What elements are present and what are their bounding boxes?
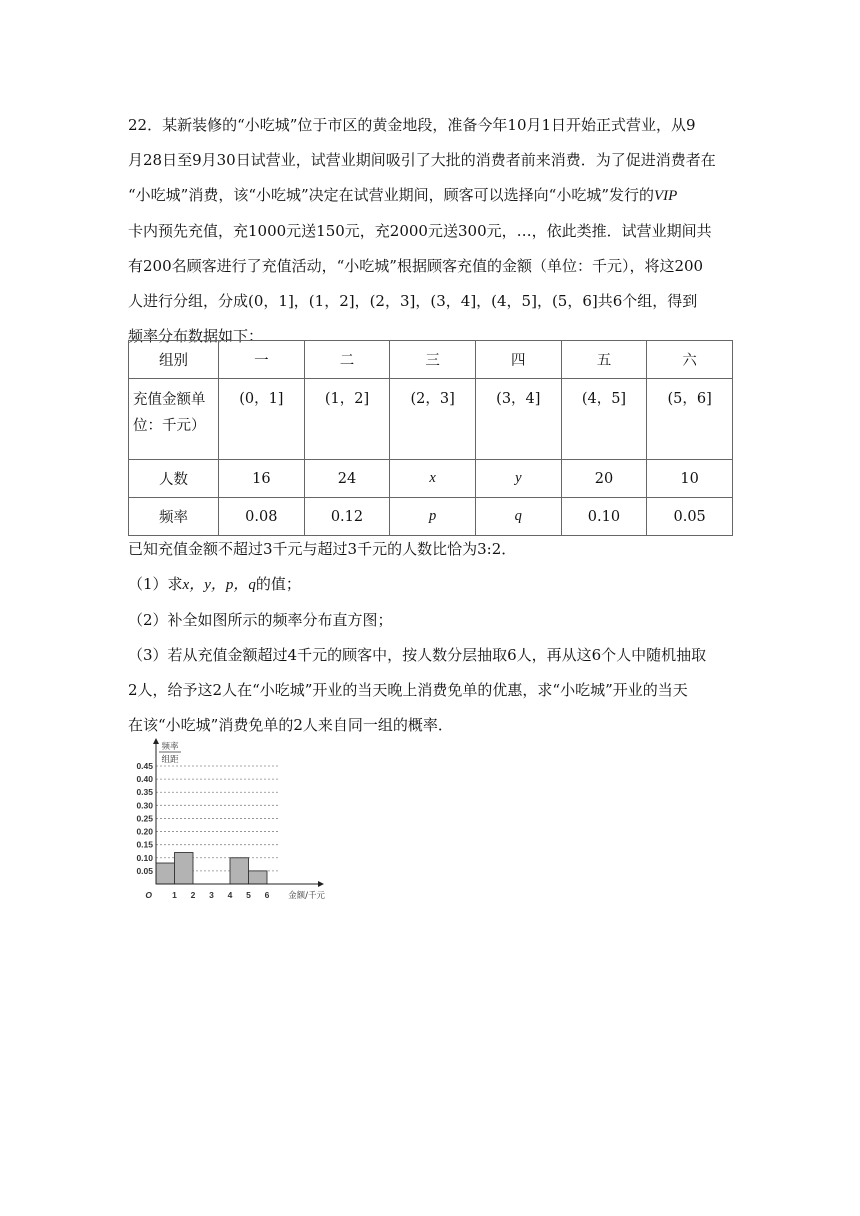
ratio: 3:2 (477, 540, 502, 558)
y-axis-arrow (153, 738, 159, 744)
table-row-counts (129, 460, 733, 498)
table-cell: p (390, 498, 476, 536)
y-tick-label: 0.35 (136, 787, 153, 798)
histogram-bar (175, 853, 194, 884)
condition-text: 已知充值金额不超过3千元与超过3千元的人数比恰为 (128, 540, 478, 558)
amount-label-line2: 位：千元） (133, 418, 206, 434)
problem-line (128, 178, 733, 214)
histogram-figure (128, 736, 333, 906)
x-axis-arrow (318, 881, 324, 887)
table-cell: (2，3] (390, 379, 476, 460)
question-3-line: 在该“小吃城”消费免单的2人来自同一组的概率． (128, 716, 453, 734)
table-cell: 二 (304, 341, 390, 379)
x-tick-label: 4 (227, 890, 233, 900)
question-3-line: （3）若从充值金额超过4千元的顾客中，按人数分层抽取6人，再从这6个人中随机抽取 (128, 646, 707, 664)
histogram-chart (128, 736, 333, 906)
y-tick-label: 0.15 (136, 839, 153, 850)
questions (128, 532, 733, 743)
y-tick-label: 0.10 (136, 852, 153, 863)
question-text: 的值； (255, 575, 301, 593)
table-cell: (5，6] (647, 379, 733, 460)
problem-line: 有200名顾客进行了充值活动，“小吃城”根据顾客充值的金额（单位：千元），将这200 (128, 257, 704, 275)
table-cell: 0.05 (647, 498, 733, 536)
problem-statement (128, 108, 733, 354)
y-tick-label: 0.45 (136, 761, 153, 771)
table-cell: 三 (390, 341, 476, 379)
problem-text: “小吃城”消费，该“小吃城”决定在试营业期间，顾客可以选择向“小吃城”发行的 (128, 186, 655, 204)
table-cell: (0，1] (219, 379, 305, 460)
table-header-cell: 人数 (129, 460, 219, 498)
table-cell: 16 (219, 460, 305, 498)
x-tick-label: 1 (172, 890, 177, 900)
x-tick-label: 3 (209, 890, 214, 900)
y-axis-label-denominator: 组距 (161, 755, 179, 765)
table-header-cell: 频率 (129, 498, 219, 536)
problem-line: 月28日至9月30日试营业，试营业期间吸引了大批的消费者前来消费．为了促进消费者在 (128, 151, 716, 169)
y-axis-label-numerator: 频率 (161, 742, 179, 752)
x-tick-label: 6 (264, 890, 270, 900)
histogram-bar (156, 863, 175, 884)
table-cell: 0.10 (561, 498, 647, 536)
x-tick-label: 2 (190, 890, 196, 900)
table-cell: x (390, 460, 476, 498)
table-cell: 五 (561, 341, 647, 379)
table-header-cell: 组别 (129, 341, 219, 379)
problem-line: 22．某新装修的“小吃城”位于市区的黄金地段，准备今年10月1日开始正式营业，从9 (128, 116, 696, 134)
table-cell: 一 (219, 341, 305, 379)
table-cell: q (475, 498, 561, 536)
table-cell: y (475, 460, 561, 498)
table-cell: 20 (561, 460, 647, 498)
origin-label: O (145, 890, 152, 900)
table-cell: 0.12 (304, 498, 390, 536)
table-cell: (4，5] (561, 379, 647, 460)
y-tick-label: 0.25 (136, 813, 153, 824)
known-condition (128, 532, 733, 567)
table-row-intervals (129, 379, 733, 460)
table-row-groups (129, 341, 733, 379)
histogram-bar (249, 871, 268, 884)
problem-line: 频率分布数据如下： (128, 327, 264, 345)
question-3-line: 2人，给予这2人在“小吃城”开业的当天晚上消费免单的优惠，求“小吃城”开业的当天 (128, 681, 688, 699)
y-tick-label: 0.40 (136, 774, 153, 785)
question-text: （1）求 (128, 575, 183, 593)
table-header-cell (129, 379, 219, 460)
question-1 (128, 567, 733, 603)
y-tick-label: 0.05 (136, 865, 153, 876)
frequency-table (128, 340, 733, 536)
table-cell: 10 (647, 460, 733, 498)
table-cell: (1，2] (304, 379, 390, 460)
y-tick-label: 0.30 (136, 800, 153, 811)
table-cell: (3，4] (475, 379, 561, 460)
amount-label-line1: 充值金额单 (133, 392, 206, 408)
table-cell: 0.08 (219, 498, 305, 536)
histogram-bar (230, 858, 249, 884)
table-cell: 六 (647, 341, 733, 379)
condition-text: ． (501, 540, 517, 558)
table-cell: 24 (304, 460, 390, 498)
problem-line: 人进行分组，分成(0，1]，(1，2]，(2，3]，(3，4]，(4，5]，(5，6]共6个组，得到 (128, 292, 698, 310)
question-2: （2）补全如图所示的频率分布直方图； (128, 611, 393, 629)
question-vars: x，y，p，q (182, 577, 256, 593)
y-tick-label: 0.20 (136, 826, 153, 837)
vip-term: VIP (654, 188, 678, 204)
problem-line: 卡内预先充值，充1000元送150元，充2000元送300元，…，依此类推．试营业期间共 (128, 222, 712, 240)
x-tick-label: 5 (246, 890, 251, 900)
table-cell: 四 (475, 341, 561, 379)
table-row-freqs (129, 498, 733, 536)
x-axis-label: 金额/千元 (288, 891, 325, 901)
